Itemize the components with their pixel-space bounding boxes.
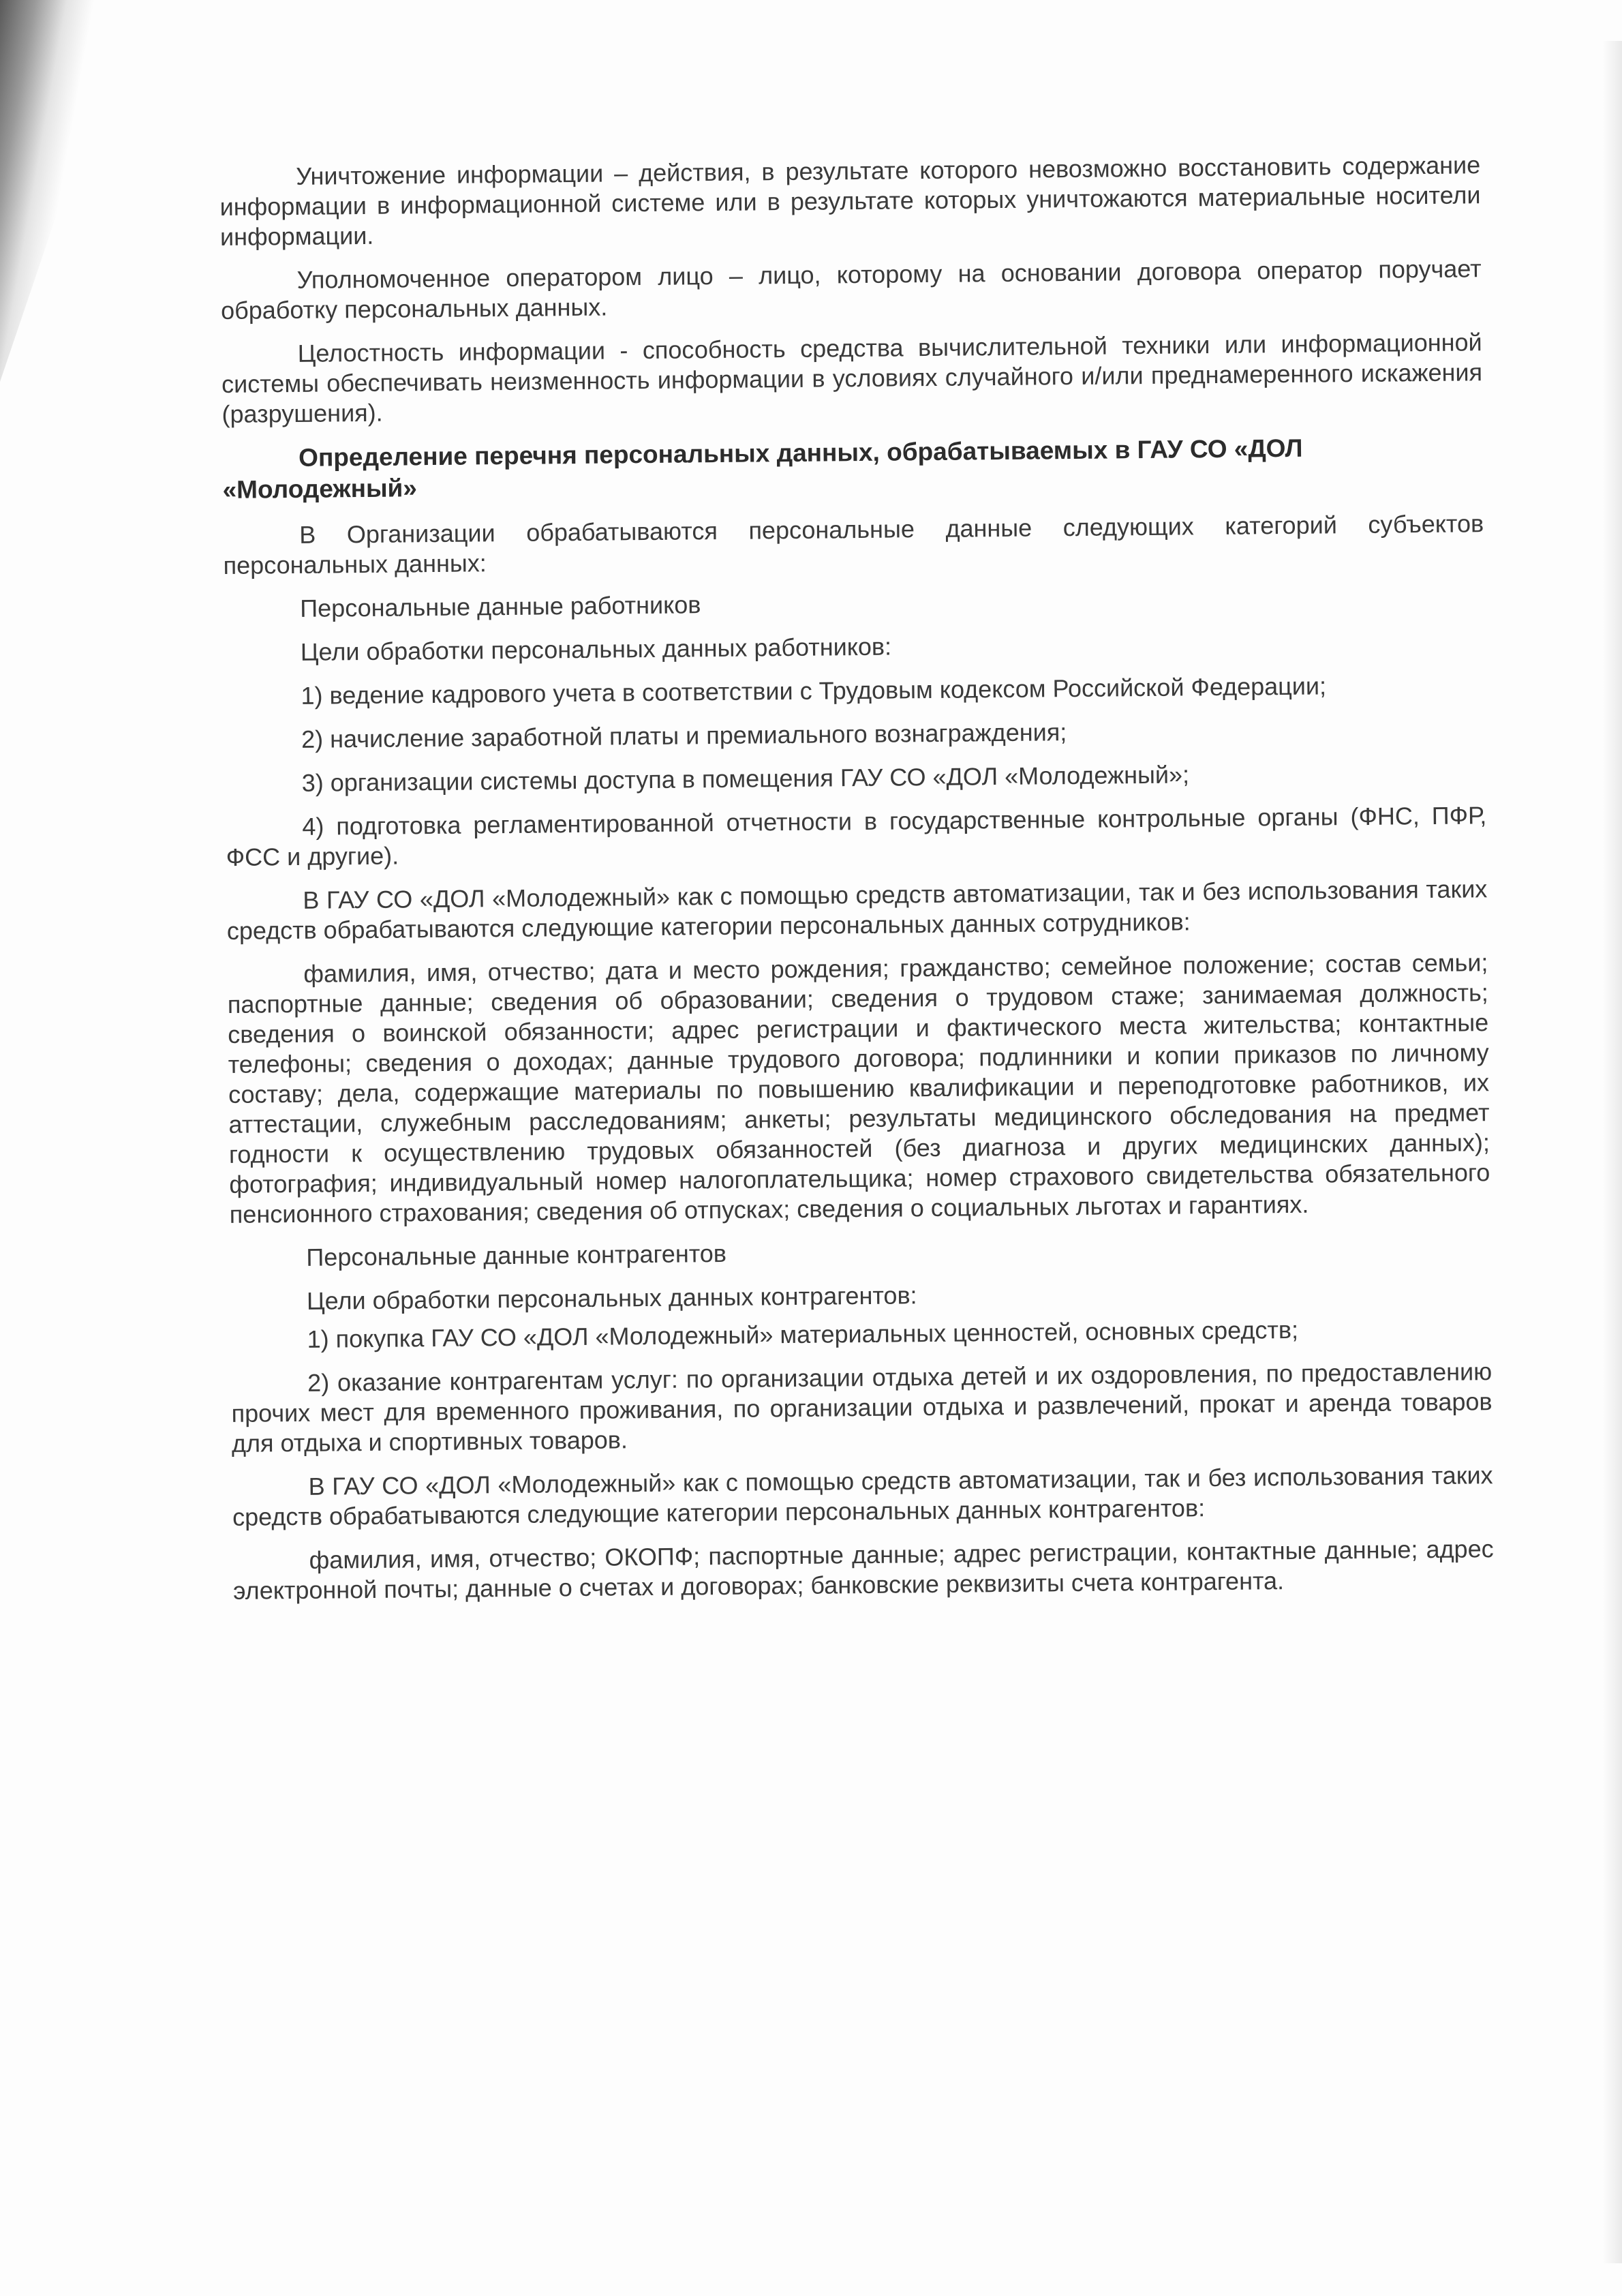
- employees-goal-3: 3) организации системы доступа в помещения ГАУ СО «ДОЛ «Молодежный»;: [301, 760, 1190, 797]
- employees-title: Персональные данные работников: [300, 590, 701, 622]
- document-body: [219, 150, 1494, 1620]
- section-heading: Определение перечня персональных данных, обрабатываемых в ГАУ СО «ДОЛ «Молодежный»: [222, 434, 1303, 504]
- employees-data-list: фамилия, имя, отчество; дата и место рождения; гражданство; семейное положение; состав семьи; паспортные данные; сведения об образовании; сведения о трудовом стаже; занимаемая должность; сведения о воинской обязанности; адрес регистрации и фактического места жительства; контактные телефоны; сведения о доходах; данные трудового договора; подлинники и копии приказов по личному составу; дела, содержащие материалы по повышению квалификации и переподготовке работников, их аттестации, служебным расследованиям; анкеты; результаты медицинского обследования на предмет годности к осуществлению трудовых обязанностей (без диагноза и других медицинских данных); фотография; индивидуальный номер налогоплательщика; номер страхового свидетельства обязательного пенсионного страхования; сведения об отпусках; сведения о социальных льготах и гарантиях.: [227, 948, 1490, 1228]
- employees-goals-title: Цели обработки персональных данных работников:: [300, 632, 892, 666]
- contractors-goal-1: 1) покупка ГАУ СО «ДОЛ «Молодежный» материальных ценностей, основных средств;: [307, 1315, 1299, 1353]
- contractors-goals-title: Цели обработки персональных данных контрагентов:: [306, 1281, 917, 1315]
- employees-goal-2: 2) начисление заработной платы и премиального вознаграждения;: [301, 718, 1067, 753]
- definition-destruction: Уничтожение информации – действия, в результате которого невозможно восстановить содержание информации в информационной системе или в результате которых уничтожаются материальные носители информации.: [219, 151, 1481, 251]
- definition-integrity: Целостность информации - способность средства вычислительной техники или информационной системы обеспечивать неизменность информации в условиях случайного и/или преднамеренного искажения (разрушения).: [221, 328, 1483, 428]
- contractors-categories-statement: В ГАУ СО «ДОЛ «Молодежный» как с помощью средств автоматизации, так и без использования таких средств обрабатываются следующие категории персональных данных контрагентов:: [232, 1461, 1493, 1531]
- categories-intro: В Организации обрабатываются персональные данные следующих категорий субъектов персональных данных:: [223, 509, 1484, 579]
- employees-goal-4: 4) подготовка регламентированной отчетности в государственные контрольные органы (ФНС, ПФР, ФСС и другие).: [226, 801, 1487, 871]
- definition-authorized-person: Уполномоченное оператором лицо – лицо, которому на основании договора оператор поручает обработку персональных данных.: [220, 254, 1482, 324]
- employees-categories-statement: В ГАУ СО «ДОЛ «Молодежный» как с помощью средств автоматизации, так и без использования таких средств обрабатываются следующие категории персональных данных сотрудников:: [226, 875, 1488, 945]
- contractors-title: Персональные данные контрагентов: [306, 1239, 727, 1271]
- employees-goal-1: 1) ведение кадрового учета в соответствии с Трудовым кодексом Российской Федерации;: [301, 671, 1327, 710]
- contractors-goal-2: 2) оказание контрагентам услуг: по организации отдыха детей и их оздоровления, по предоставлению прочих мест для временного проживания, по организации отдыха и развлечений, прокат и аренда товаров для отдыха и спортивных товаров.: [231, 1357, 1493, 1457]
- contractors-data-list: фамилия, имя, отчество; ОКОПФ; паспортные данные; адрес регистрации, контактные данные; адрес электронной почты; данные о счетах и договорах; банковские реквизиты счета контрагента.: [232, 1535, 1494, 1605]
- scan-shadow: [0, 0, 129, 382]
- scan-edge: [1603, 41, 1622, 2263]
